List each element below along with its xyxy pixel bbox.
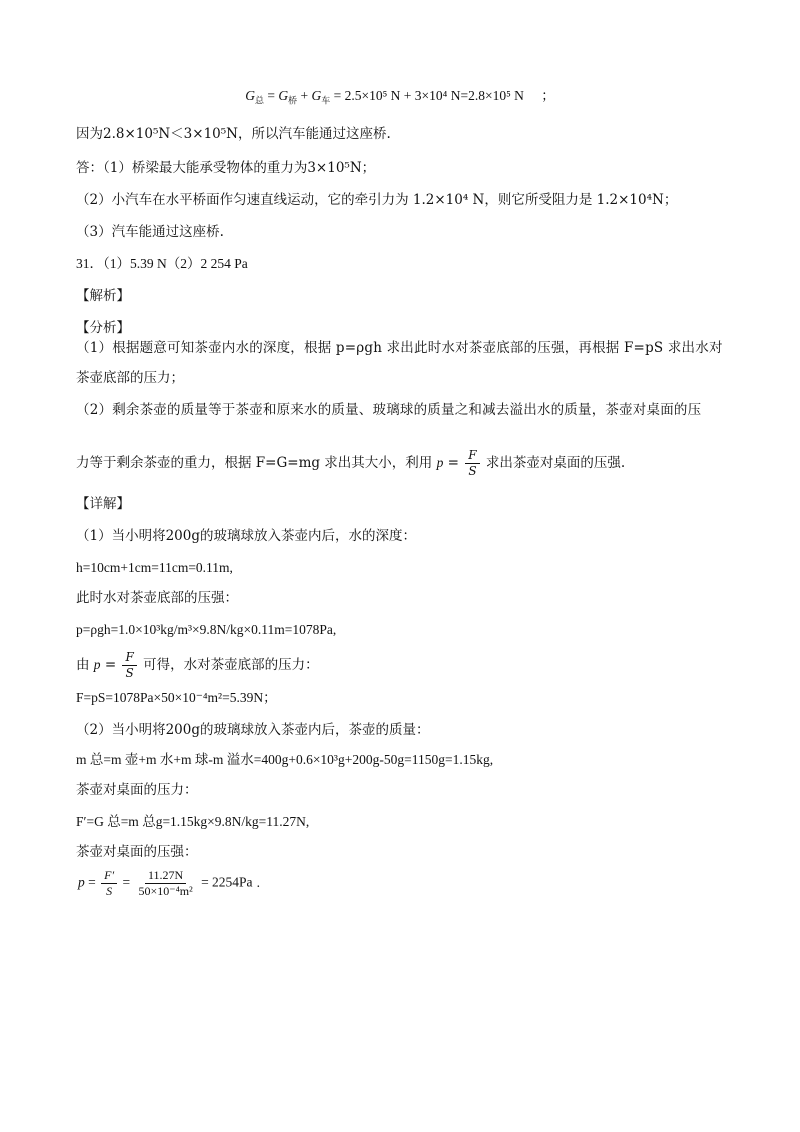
detail-line-5: 由 p = $\frac{F}{S}$ 可得，水对茶壶底部的压力： [76,650,319,680]
fraction-F-over-S: $\frac{F}{S}$ [122,650,136,681]
text-line: 因为2.8×10⁵N＜3×10⁵N，所以汽车能通过这座桥. [76,126,391,142]
section-jiexi: 【解析】 [76,288,130,304]
fraction-F-over-S: $\frac{F}{S}$ [465,448,479,479]
detail-line-10: F′=G 总=m 总g=1.15kg×9.8N/kg=11.27N, [76,814,310,829]
detail-line-11: 茶壶对桌面的压强： [76,844,198,860]
final-pressure-formula: p = $\frac{F'}{S}$ = $\frac{11.27N}{\text{50×10⁻⁴m²}}$ = 2254Pa . [78,868,260,898]
answer-heading: 答：（1）桥梁最大能承受物体的重力为3×10⁵N； [76,160,376,176]
analysis-line-4: 力等于剩余茶壶的重力，根据 F=G=mg 求出其大小，利用 p = $\frac{F}{S}$ 求出茶壶对桌面的压强. [76,448,626,478]
detail-line-2: h=10cm+1cm=11cm=0.11m, [76,560,233,575]
answer-line-3: （3）汽车能通过这座桥. [76,224,224,240]
analysis-line-2: 茶壶底部的压力； [76,370,184,386]
answer-line-2: （2）小汽车在水平桥面作匀速直线运动，它的牵引力为 1.2×10⁴ N，则它所受阻力是 1.2×10⁴N； [76,192,678,208]
detail-line-9: 茶壶对桌面的压力： [76,782,198,798]
detail-line-3: 此时水对茶壶底部的压强： [76,590,238,606]
section-fenxi: 【分析】 [76,320,130,336]
detail-line-8: m 总=m 壶+m 水+m 球-m 溢水=400g+0.6×10³g+200g-50g=1150g=1.15kg, [76,752,494,767]
analysis-line-3: （2）剩余茶壶的质量等于茶壶和原来水的质量、玻璃球的质量之和减去溢出水的质量，茶壶对桌面的压 [76,402,702,418]
detail-line-4: p=ρgh=1.0×10³kg/m³×9.8N/kg×0.11m=1078Pa, [76,622,337,637]
formula-total-weight: $G_总 = G_桥 + G_车 = 2.5\times 10^5$ N + 3×10⁴ N=2.8×10⁵ N ； [245,88,555,106]
analysis-line-1: （1）根据题意可知茶壶内水的深度，根据 p=ρgh 求出此时水对茶壶底部的压强，再根据 F=pS 求出水对 [76,340,723,356]
section-xiangjie: 【详解】 [76,496,130,512]
detail-line-1: （1）当小明将200g的玻璃球放入茶壶内后，水的深度： [76,528,416,544]
detail-line-7: （2）当小明将200g的玻璃球放入茶壶内后，茶壶的质量： [76,722,430,738]
detail-line-6: F=pS=1078Pa×50×10⁻⁴m²=5.39N； [76,690,277,705]
fraction-value: $\frac{11.27N}{\text{50×10⁻⁴m²}}$ [138,868,193,898]
fraction-Fprime-over-S: $\frac{F'}{S}$ [101,868,117,899]
question-31-answer: 31．（1）5.39 N（2）2 254 Pa [76,256,248,271]
